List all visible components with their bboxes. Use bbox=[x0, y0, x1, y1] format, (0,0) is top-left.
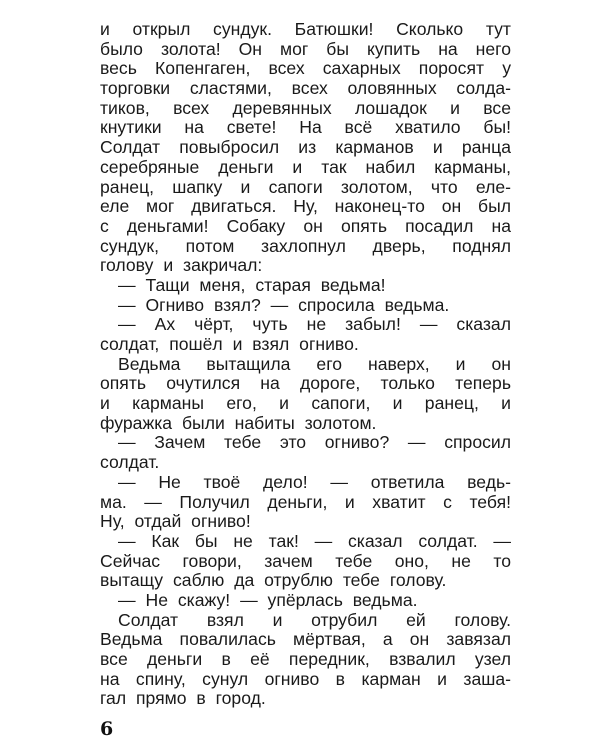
text-line: Солдат повыбросил из карманов и ранца bbox=[100, 138, 511, 158]
text-line: и открыл сундук. Батюшки! Сколько тут bbox=[100, 20, 511, 39]
text-line: — Не твоё дело! — ответила ведь- bbox=[118, 472, 511, 492]
text-line: ма. — Получил деньги, и хватит с тебя! bbox=[100, 492, 511, 512]
text-line: солдат, пошёл и взял огниво. bbox=[100, 334, 359, 354]
text-line: Ну, отдай огниво! bbox=[100, 511, 251, 532]
text-line: фуражка были набиты золотом. bbox=[100, 412, 377, 433]
text-line: торговки сластями, всех оловянных солда- bbox=[100, 79, 511, 99]
text-line: — Не скажу! — упёрлась ведьма. bbox=[118, 589, 418, 610]
text-line: Ведьма вытащила его наверх, и он bbox=[118, 354, 511, 374]
text-line: ранец, шапку и сапоги золотом, что еле- bbox=[100, 177, 511, 197]
story-text bbox=[100, 20, 511, 709]
text-line: кнутики на свете! На всё хватило бы! bbox=[100, 118, 511, 138]
text-line: на спину, сунул огниво в карман и заша- bbox=[100, 669, 511, 689]
text-line: все деньги в её передник, взвалил узел bbox=[100, 650, 511, 669]
text-line: вытащу саблю да отрублю тебе голову. bbox=[100, 570, 447, 591]
text-line: — Зачем тебе это огниво? — спросил bbox=[118, 433, 511, 453]
text-line: весь Копенгаген, всех сахарных поросят у bbox=[100, 59, 511, 79]
text-line: еле мог двигаться. Ну, наконец-то он был bbox=[100, 197, 511, 217]
text-line: голову и закричал: bbox=[100, 255, 263, 276]
page-number: 6 bbox=[100, 718, 114, 740]
text-line: серебряные деньги и так набил карманы, bbox=[100, 157, 511, 177]
text-line: опять очутился на дороге, только теперь bbox=[100, 374, 511, 394]
text-line: гал прямо в город. bbox=[100, 688, 266, 709]
text-line: солдат. bbox=[100, 452, 160, 473]
text-line: было золота! Он мог бы купить на него bbox=[100, 39, 511, 59]
text-line: сундук, потом захлопнул дверь, поднял bbox=[100, 236, 511, 256]
text-line: тиков, всех деревянных лошадок и все bbox=[100, 98, 511, 118]
text-line: Ведьма повалилась мёртвая, а он завязал bbox=[100, 630, 511, 650]
text-line: Сейчас говори, зачем тебе оно, не то bbox=[100, 551, 511, 571]
text-line: с деньгами! Собаку он опять посадил на bbox=[100, 216, 511, 236]
text-line: Солдат взял и отрубил ей голову. bbox=[118, 610, 511, 630]
text-line: — Тащи меня, старая ведьма! bbox=[118, 274, 386, 295]
text-line: — Как бы не так! — сказал солдат. — bbox=[118, 531, 511, 551]
text-line: и карманы его, и сапоги, и ранец, и bbox=[100, 394, 511, 414]
text-line: — Ах чёрт, чуть не забыл! — сказал bbox=[118, 315, 511, 335]
text-line: — Огниво взял? — спросила ведьма. bbox=[118, 294, 450, 315]
